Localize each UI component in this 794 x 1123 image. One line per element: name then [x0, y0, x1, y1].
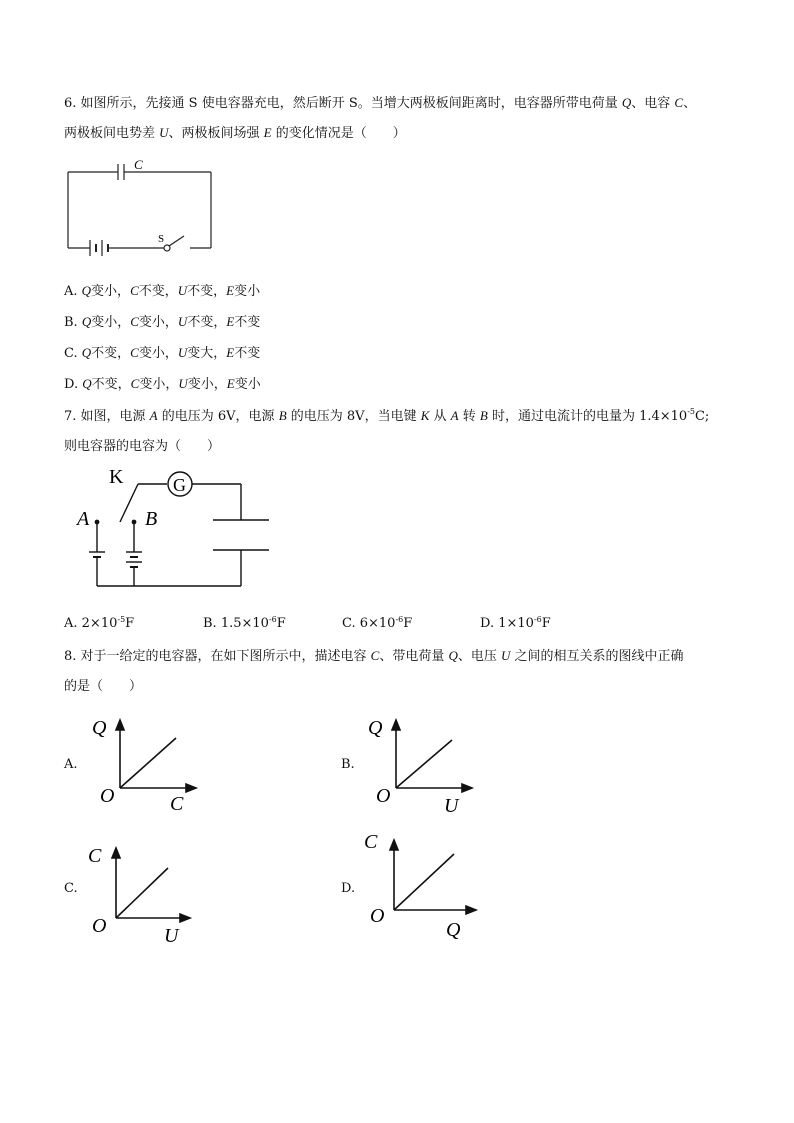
q8-stem-line1: 8. 对于一给定的电容器，在如下图所示中，描述电容 C、带电荷量 Q、电压 U 之间的相互关系的图线中正确	[64, 648, 684, 664]
q8-option-c-letter: C.	[64, 881, 78, 896]
graph-b-origin: O	[376, 785, 391, 807]
q6-option-c: C. Q不变，C变小，U变大，E不变	[64, 345, 261, 361]
q6-text: 、电容	[631, 96, 675, 111]
q6-stem-line2	[64, 124, 406, 143]
q6-option-b: B. Q变小，C变小，U不变，E不变	[64, 314, 261, 330]
q6-var-c: C	[674, 95, 684, 110]
q7-option-a: A. $2\times 10^{-5}F$	[64, 615, 135, 631]
q7-option-d: D. $1\times 10^{-6}F$	[480, 615, 551, 631]
q6-fig-label-s: S	[158, 233, 165, 245]
graph-d-y-label: C	[364, 831, 378, 853]
q8-option-d-letter: D.	[341, 881, 356, 896]
q8-graph-c	[84, 838, 204, 948]
graph-a-x-label: C	[170, 793, 184, 815]
q7-stem-line1: 7. 如图，电源 A 的电压为 6V，电源 B 的电压为 8V，当电键 K 从 A 转 B 时，通过电流计的电量为 $1.4\times 10^{-5}C$;	[64, 407, 710, 424]
q6-fig-label-c: C	[134, 157, 143, 172]
q8-stem-line2: 的是（ ）	[64, 679, 143, 694]
q6-option-d: D. Q不变，C变小，U变小，E变小	[64, 376, 261, 392]
graph-c-origin: O	[92, 915, 107, 937]
q6-var-q: Q	[621, 95, 632, 110]
graph-d-origin: O	[370, 905, 385, 927]
graph-c-x-label: U	[164, 925, 179, 947]
graph-b-x-label: U	[444, 795, 459, 817]
terminal-a-dot	[95, 520, 100, 525]
q6-text: 6. 如图所示，先接通 S 使电容器充电，然后断开 S。当增大两极板间距离时，电容器所带电荷量	[64, 96, 622, 111]
q7-stem-line2: 则电容器的电容为（ ）	[64, 439, 221, 454]
graph-b-y-label: Q	[368, 717, 383, 739]
q8-option-b-letter: B.	[341, 757, 355, 772]
q7-option-b: B. $1.5\times 10^{-6}F$	[203, 615, 286, 631]
q8-option-a-letter: A.	[64, 757, 78, 772]
graph-d-x-label: Q	[446, 919, 461, 941]
q7-fig-label-b: B	[145, 508, 158, 530]
q6-stem-line1	[64, 94, 696, 113]
q7-option-c: C. $6\times 10^{-6}F$	[342, 615, 413, 631]
q7-fig-label-k: K	[109, 466, 124, 488]
q8-graph-b	[364, 712, 484, 818]
q6-var-u: U	[159, 125, 169, 140]
galvanometer-icon: G	[173, 475, 186, 495]
graph-c-y-label: C	[88, 845, 102, 867]
q6-text: 、	[683, 96, 697, 111]
graph-a-y-label: Q	[92, 717, 107, 739]
q8-graph-d	[362, 826, 492, 946]
q8-graph-a	[88, 712, 208, 818]
q6-text: 、两极板间场强	[168, 126, 264, 141]
q7-fig-label-a: A	[77, 508, 90, 530]
q7-circuit-diagram	[70, 462, 280, 592]
terminal-b-dot	[132, 520, 137, 525]
q6-text: 两极板间电势差	[64, 126, 160, 141]
q6-text: 的变化情况是（ ）	[271, 126, 406, 141]
q6-var-e: E	[263, 125, 272, 140]
graph-a-origin: O	[100, 785, 115, 807]
q6-option-a: A. Q变小，C不变，U不变，E变小	[64, 283, 261, 299]
q6-circuit-diagram	[60, 152, 220, 262]
